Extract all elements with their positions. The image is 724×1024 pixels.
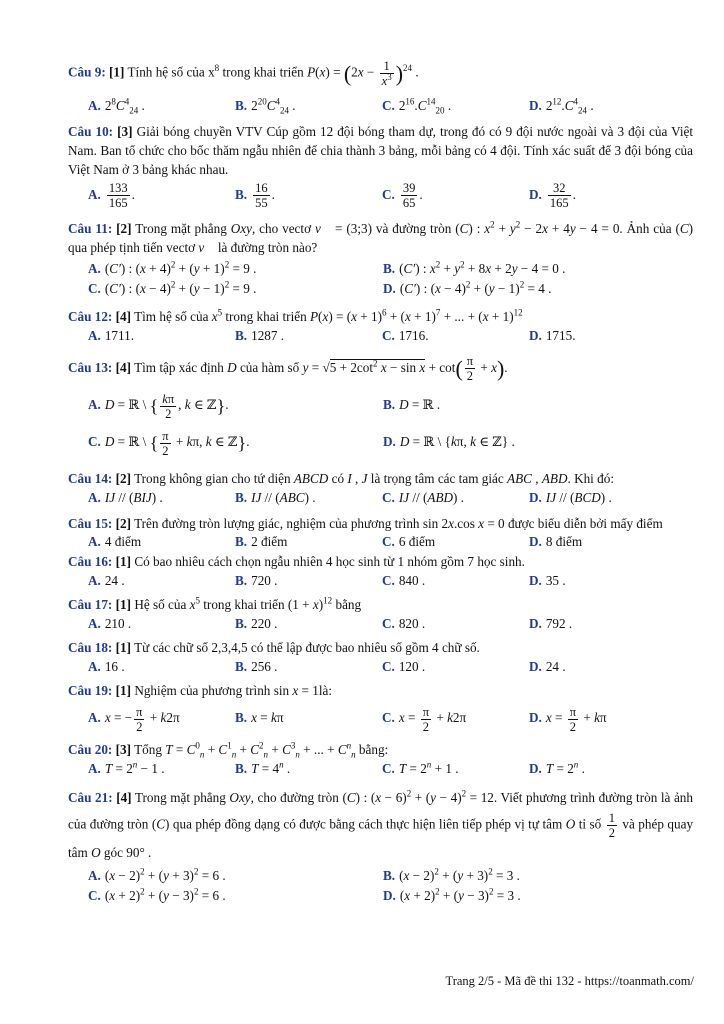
answers-16 (68, 571, 693, 591)
answer-c[interactable]: C. 120 . (382, 659, 426, 675)
answer-a[interactable]: A. 4 điểm (88, 534, 142, 550)
question-number: Câu 21: (68, 790, 113, 806)
question-number: Câu 19: (68, 683, 113, 699)
answer-d[interactable]: D. 792 . (529, 616, 573, 632)
answer-d[interactable]: D. D = ℝ \ {kπ, k ∈ ℤ} . (383, 434, 515, 450)
difficulty-level: [2] (116, 221, 132, 236)
answers-12 (68, 326, 693, 346)
answers-11 (68, 259, 693, 279)
answer-d[interactable]: D. 24 . (529, 659, 566, 675)
question-16: Câu 16: [1] Có bao nhiêu cách chọn ngẫu nhiên 4 học sinh từ 1 nhóm gồm 7 học sinh. (68, 554, 525, 570)
answer-d[interactable]: D. IJ // (BCD) . (529, 490, 612, 506)
answers-13-row2 (68, 424, 693, 461)
question-number: Câu 14: (68, 471, 113, 487)
answer-a[interactable]: A. $2^8C^4_{24}$ . (88, 96, 145, 116)
question-17: Câu 17: [1] Hệ số của $x^5$ trong khai triển $(1 + x)^{12}$ bằng (68, 596, 362, 613)
answer-c[interactable]: C. $2^{16}.C^{14}_{20}$ . (382, 96, 452, 116)
question-number: Câu 13: (68, 360, 113, 375)
answer-b[interactable]: B. 720 . (235, 573, 278, 589)
question-number: Câu 16: (68, 554, 113, 570)
answer-b[interactable]: B. 2 điểm (235, 534, 288, 550)
answer-d[interactable]: D. 35 . (529, 573, 566, 589)
answer-c[interactable]: C. 6 điểm (382, 534, 436, 550)
answers-21 (68, 866, 693, 886)
answer-b[interactable]: B. 220 . (235, 616, 278, 632)
answer-c[interactable]: C. (C′) : $(x - 4)^2 + (y - 1)^2 = 9$ . (88, 279, 257, 296)
difficulty-level: [4] (116, 790, 132, 806)
answer-a[interactable]: A. (C′) : $(x + 4)^2 + (y + 1)^2 = 9$ . (88, 259, 257, 276)
question-number: Câu 20: (68, 742, 113, 758)
answer-c[interactable]: C. x = $\frac{\pi}{2}$ + k2π (382, 704, 467, 734)
answer-a[interactable]: A. $(x - 2)^2 + (y + 3)^2 = 6$ . (88, 867, 226, 884)
answers-11-row2 (68, 279, 693, 299)
difficulty-level: [1] (115, 640, 132, 656)
answer-b[interactable]: B. $2^{20}C^4_{24}$ . (235, 96, 296, 116)
question-13: Câu 13: [4] Tìm tập xác định D của hàm số $y = √5 + 2\cot^2$ x − sin x + cot( $\frac{\pi}{2}$ + x). (68, 354, 508, 384)
answer-a[interactable]: A. $\frac{133}{165}$ . (88, 181, 135, 211)
answer-b[interactable]: B. $T = 4^n$ . (235, 760, 291, 777)
answer-b[interactable]: B. x = kπ (235, 710, 284, 726)
question-text: Tính hệ số của (127, 64, 205, 80)
question-number: Câu 9: (68, 64, 106, 80)
question-10 (68, 122, 693, 179)
question-number: Câu 11: (68, 221, 113, 236)
page-footer: Trang 2/5 - Mã đề thi 132 - https://toanmath.com/ (445, 974, 694, 988)
answer-a[interactable]: A. D = ℝ \ { $\frac{k\pi}{2}$ , k ∈ ℤ}. (88, 391, 229, 421)
answers-15 (68, 532, 693, 552)
answer-b[interactable]: B. 256 . (235, 659, 278, 675)
answer-a[interactable]: A. 1711. (88, 328, 135, 343)
difficulty-level: [2] (115, 516, 132, 532)
answer-b[interactable]: B. IJ // (ABC) . (235, 490, 316, 506)
answer-a[interactable]: A. 16 . (88, 659, 125, 675)
answer-a[interactable]: A. IJ // (BIJ) . (88, 490, 163, 506)
answer-d[interactable]: D. $2^{12}.C^4_{24}$ . (529, 96, 594, 116)
answer-d[interactable]: D. $\frac{32}{165}$ . (529, 181, 576, 211)
answer-b[interactable]: B. (C′) : $x^2 + y^2 + 8x + 2y - 4 = 0$ . (383, 259, 566, 276)
question-number: Câu 17: (68, 597, 113, 613)
question-21: Câu 21: [4] Trong mặt phẳng Oxy, cho đường tròn (C) : $(x - 6)^2 + (y - 4)^2 = 12$. Viết phương trình đường tròn là ảnh của đường tròn (C) qua phép đồng dạng có được bằng cách thực hiện liên tiếp phép vị tự tâm O tỉ số $\frac{1}{2}$ và phép quay tâm O góc 90° . (68, 789, 694, 861)
question-15: Câu 15: [2] Trên đường tròn lượng giác, nghiệm của phương trình sin 2x.cos x = 0 được biểu diễn bởi mấy điểm (68, 516, 663, 532)
question-19: Câu 19: [1] Nghiệm của phương trình sin x = 1là: (68, 683, 333, 699)
answers-18 (68, 657, 693, 677)
difficulty-level: [2] (115, 471, 132, 487)
question-9: Câu 9: [1] Tính hệ số của $x^8$ trong khai triển P(x) = (2x − $\frac{1}{x^3}$ )$^{24}$ . (68, 58, 419, 88)
answers-19 (68, 700, 693, 736)
answers-17 (68, 614, 693, 634)
question-text: trong khai triển (222, 64, 304, 80)
question-12: Câu 12: [4] Tìm hệ số của $x^5$ trong khai triển $P(x) = (x + 1)^6 + (x + 1)^7$ + ... + $(x + 1)^{12}$ (68, 307, 523, 324)
answer-c[interactable]: C. 1716. (382, 328, 429, 343)
difficulty-level: [1] (109, 64, 125, 80)
answer-d[interactable]: D. $(x + 2)^2 + (y - 3)^2 = 3$ . (383, 887, 521, 904)
answer-b[interactable]: B. $(x - 2)^2 + (y + 3)^2 = 3$ . (383, 867, 520, 884)
difficulty-level: [1] (115, 554, 132, 570)
answer-d[interactable]: D. $T = 2^n$ . (529, 760, 585, 777)
answers-13 (68, 387, 693, 424)
difficulty-level: [3] (117, 124, 133, 139)
answer-d[interactable]: D. 1715. (529, 328, 576, 343)
answer-a[interactable]: A. x = − $\frac{\pi}{2}$ + k2π (88, 704, 180, 734)
question-text: Giải bóng chuyền VTV Cúp gồm 12 đội bóng tham dự, trong đó có 9 đội nước ngoài và 3 đội của Việt Nam. Ban tổ chức cho bốc thăm ngẫu nhiên để chia thành 3 bảng, mỗi bảng có 4 đội. Tính xác suất để 3 đội bóng của Việt Nam ở 3 bảng khác nhau. (68, 124, 694, 177)
answer-c[interactable]: C. IJ // (ABD) . (382, 490, 465, 506)
answer-d[interactable]: D. 8 điểm (529, 534, 583, 550)
answer-d[interactable]: D. x = $\frac{\pi}{2}$ + kπ (529, 704, 607, 734)
answer-c[interactable]: C. $T = 2^n + 1$ . (382, 760, 459, 777)
exam-page (68, 52, 693, 906)
difficulty-level: [4] (115, 360, 132, 375)
answers-20 (68, 759, 693, 779)
answer-a[interactable]: A. 210 . (88, 616, 132, 632)
answers-9 (68, 96, 693, 116)
answer-c[interactable]: C. D = ℝ \ { $\frac{\pi}{2}$ + kπ, k ∈ ℤ}. (88, 428, 250, 458)
answer-c[interactable]: C. 820 . (382, 616, 426, 632)
answer-a[interactable]: A. $T = 2^n - 1$ . (88, 760, 165, 777)
question-number: Câu 12: (68, 309, 113, 324)
question-20: Câu 20: [3] Tổng $T = C^0_n + C^1_n + C^2_n + C^3_n$ + ... + $C^n_n$ bằng: (68, 741, 389, 761)
answer-c[interactable]: C. $(x + 2)^2 + (y - 3)^2 = 6$ . (88, 887, 226, 904)
difficulty-level: [1] (115, 597, 132, 613)
question-number: Câu 10: (68, 124, 114, 139)
answers-10 (68, 179, 693, 211)
answer-a[interactable]: A. 24 . (88, 573, 125, 589)
answer-c[interactable]: C. 840 . (382, 573, 426, 589)
answer-b[interactable]: B. $\frac{16}{55}$ . (235, 181, 275, 211)
difficulty-level: [3] (115, 742, 132, 758)
question-number: Câu 18: (68, 640, 113, 656)
answers-14 (68, 488, 693, 508)
question-11: Câu 11: [2] Trong mặt phẳng Oxy, cho vectơ v⃗ = (3;3) và đường tròn (C) : $x^2 + y^2 - 2x + 4y - 4 = 0$. Ảnh của (C) qua phép tịnh tiến vectơ v⃗ là đường tròn nào? (68, 219, 694, 255)
question-18: Câu 18: [1] Từ các chữ số 2,3,4,5 có thể lập được bao nhiêu số gồm 4 chữ số. (68, 640, 480, 656)
answers-21-row2 (68, 886, 693, 906)
difficulty-level: [4] (115, 309, 132, 324)
question-number: Câu 15: (68, 516, 113, 532)
answer-c[interactable]: C. $\frac{39}{65}$ . (382, 181, 423, 211)
difficulty-level: [1] (115, 683, 132, 699)
answer-b[interactable]: B. 1287 . (235, 328, 285, 343)
question-14: Câu 14: [2] Trong không gian cho tứ diện ABCD có I , J là trọng tâm các tam giác ABC , ABD. Khi đó: (68, 471, 614, 487)
answer-b[interactable]: B. D = ℝ . (383, 397, 441, 413)
answer-d[interactable]: D. (C′) : $(x - 4)^2 + (y - 1)^2 = 4$ . (383, 279, 552, 296)
